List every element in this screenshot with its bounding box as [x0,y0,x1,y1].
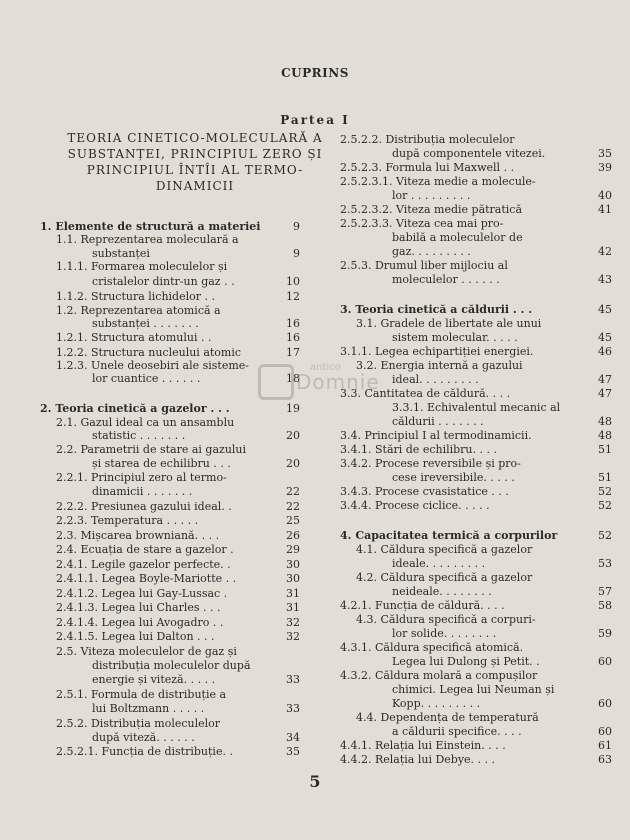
toc-page-number: 26 [286,529,300,542]
toc-entry [340,161,612,174]
toc-page-number: 17 [286,346,300,359]
toc-page-number: 43 [598,273,612,286]
toc-entry-text: distribuția moleculelor după [92,659,251,672]
toc-page-number: 47 [598,373,612,386]
toc-entry [92,247,300,260]
toc-entry [340,485,612,498]
toc-entry-text: gaz. . . . . . . . . [392,245,471,258]
toc-entry-text: 1.2. Reprezentarea atomică a [56,304,221,317]
toc-entry [56,646,237,658]
toc-entry [340,458,521,470]
toc-entry-text: 2.1. Gazul ideal ca un ansamblu [56,416,235,429]
toc-entry-text: 3.3. Cantitatea de căldură. . . . [340,387,511,400]
toc-page-number: 61 [598,739,612,752]
toc-entry-text: 3.4. Principiul I al termodinamicii. [340,429,532,442]
toc-page-number: 60 [598,697,612,710]
watermark-logo-icon [258,364,294,400]
toc-entry-text: după componentele vitezei. [392,147,546,160]
toc-page-number: 32 [286,616,300,629]
toc-page-number: 30 [286,572,300,585]
toc-entry [392,415,612,428]
toc-page-number: 53 [598,557,612,570]
toc-entry [392,373,612,386]
toc-entry-text: 2.5.2.3.1. Viteza medie a molecule- [340,175,536,188]
toc-page-number: 41 [598,203,612,216]
toc-entry-text: 1. Elemente de structură a materiei [40,220,261,233]
toc-entry [340,499,612,512]
toc-entry-text: căldurii . . . . . . . [392,415,484,428]
toc-entry-text: 4.2.1. Funcția de căldură. . . . [340,599,505,612]
toc-page-number: 52 [598,499,612,512]
toc-chapter-heading [40,220,300,233]
toc-entry-text: lor solide. . . . . . . . [392,627,497,640]
toc-entry-text: cese ireversibile. . . . . [392,471,515,484]
toc-entry-text: 4.2. Căldura specifică a gazelor [356,571,533,584]
toc-entry-text: 4.3.1. Căldura specifică atomică. [340,641,524,654]
toc-entry [340,739,612,752]
toc-page-number: 52 [598,485,612,498]
toc-entry [56,601,300,614]
toc-entry [56,360,249,372]
toc-page-number: 60 [598,725,612,738]
toc-page-number: 58 [598,599,612,612]
toc-entry-text: Kopp. . . . . . . . . [392,697,481,710]
toc-entry [56,689,226,701]
toc-entry [340,670,537,682]
toc-entry [340,753,612,766]
toc-entry [356,544,532,556]
toc-entry-text: 2.4.1.2. Legea lui Gay-Lussac . [56,587,228,600]
toc-entry [56,587,300,600]
toc-entry-text: 4.3. Căldura specifică a corpuri- [356,613,536,626]
toc-entry-text: ideal. . . . . . . . . [392,373,479,386]
toc-entry-text: 2.4.1.4. Legea lui Avogadro . . [56,616,224,629]
toc-entry-text: 3. Teoria cinetică a căldurii . . . [340,303,533,316]
page-title: CUPRINS [281,66,349,80]
toc-entry [56,346,300,359]
toc-entry-text: chimici. Legea lui Neuman și [392,683,555,696]
toc-page-number: 20 [286,457,300,470]
toc-entry [392,147,612,160]
toc-page-number: 40 [598,189,612,202]
toc-entry [340,642,523,654]
toc-page-number: 9 [293,220,300,233]
toc-entry [356,712,539,724]
toc-entry [340,599,612,612]
toc-entry-text: 3.4.2. Procese reversibile și pro- [340,457,521,470]
section-title-line: SUBSTANȚEI, PRINCIPIUL ZERO ȘI [67,147,323,161]
toc-entry-text: dinamicii . . . . . . . [92,485,193,498]
toc-entry-text: lor . . . . . . . . . [392,189,471,202]
toc-entry [392,557,612,570]
watermark [258,362,388,402]
toc-entry [56,630,300,643]
toc-entry-text: 4.4.2. Relația lui Debye. . . . [340,753,496,766]
toc-entry [56,572,300,585]
toc-entry-text: 2.5.1. Formula de distribuție a [56,688,227,701]
toc-page-number: 45 [598,303,612,316]
toc-entry [92,673,300,686]
toc-entry-text: 2.3. Mișcarea browniană. . . . [56,529,220,542]
toc-entry-text: 2.5.2.1. Funcția de distribuție. . [56,745,233,758]
toc-page-number: 19 [286,402,300,415]
toc-chapter-heading [40,402,300,415]
toc-entry-text: 2. Teoria cinetică a gazelor . . . [40,402,230,415]
toc-page-number: 52 [598,529,612,542]
toc-entry [56,514,300,527]
toc-page-number: 47 [598,387,612,400]
toc-entry-text: 1.2.3. Unele deosebiri ale sisteme- [56,359,250,372]
part-title: Partea I [280,113,350,127]
toc-entry-text: 3.4.3. Procese cvasistatice . . . [340,485,509,498]
toc-entry [340,345,612,358]
toc-entry-text: lui Boltzmann . . . . . [92,702,205,715]
toc-entry-text: 2.5.2. Distribuția moleculelor [56,717,221,730]
toc-page-number: 60 [598,655,612,668]
toc-entry [92,429,300,442]
toc-entry-text: 1.1.1. Formarea moleculelor și [56,260,228,273]
toc-entry-text: după viteză. . . . . . [92,731,195,744]
toc-entry-text: și starea de echilibru . . . [92,457,231,470]
toc-entry-text: 4.3.2. Căldura molară a compușilor [340,669,538,682]
toc-entry-text: 3.4.1. Stări de echilibru. . . . [340,443,497,456]
toc-page-number: 33 [286,702,300,715]
page-number: 5 [309,772,321,791]
toc-page-number: 32 [286,630,300,643]
toc-entry [92,275,300,288]
toc-entry [92,660,251,672]
toc-entry [356,572,532,584]
toc-page-number: 35 [598,147,612,160]
toc-entry-text: statistic . . . . . . . [92,429,186,442]
toc-entry [392,189,612,202]
toc-entry-text: 3.1. Gradele de libertate ale unui [356,317,542,330]
toc-entry-text: 2.2.3. Temperatura . . . . . [56,514,199,527]
toc-entry-text: 2.5.2.3.3. Viteza cea mai pro- [340,217,504,230]
toc-page-number: 29 [286,543,300,556]
toc-entry [340,260,508,272]
toc-page-number: 48 [598,429,612,442]
toc-chapter-heading [340,303,612,316]
toc-page-number: 30 [286,558,300,571]
toc-page-number: 33 [286,673,300,686]
toc-entry-text: lor cuantice . . . . . . [92,372,201,385]
toc-page-number: 20 [286,429,300,442]
toc-entry [392,697,612,710]
toc-entry [56,500,300,513]
toc-entry [92,731,300,744]
toc-entry [392,331,612,344]
toc-entry-text: 2.4.1.5. Legea lui Dalton . . . [56,630,215,643]
toc-entry-text: sistem molecular. . . . . [392,331,518,344]
toc-entry [392,273,612,286]
toc-entry-text: 3.2. Energia internă a gazului [356,359,523,372]
toc-entry-text: a căldurii specifice. . . . [392,725,522,738]
toc-page-number: 16 [286,317,300,330]
toc-entry-text: 4.1. Căldura specifică a gazelor [356,543,533,556]
toc-chapter-heading [340,529,612,542]
toc-page-number: 42 [598,245,612,258]
toc-entry-text: 2.4.1.3. Legea lui Charles . . . [56,601,221,614]
toc-entry [340,176,536,188]
toc-entry [56,261,227,273]
toc-entry-text: 2.5.2.3.2. Viteza medie pătratică [340,203,523,216]
toc-entry [92,317,300,330]
toc-entry-text: 1.2.2. Structura nucleului atomic [56,346,242,359]
toc-entry [56,543,300,556]
toc-entry-text: 2.2.2. Presiunea gazului ideal. . [56,500,232,513]
toc-entry-text: 4. Capacitatea termică a corpurilor [340,529,558,542]
toc-page-number: 10 [286,275,300,288]
toc-page-number: 25 [286,514,300,527]
section-title-line: DINAMICII [155,179,235,193]
toc-page-number: 51 [598,443,612,456]
toc-entry-text: cristalelor dintr-un gaz . . [92,275,235,288]
toc-entry-text: 3.4.4. Procese ciclice. . . . . [340,499,490,512]
toc-entry [56,529,300,542]
toc-entry [56,472,227,484]
toc-entry [56,331,300,344]
toc-page-number: 63 [598,753,612,766]
toc-page-number: 12 [286,290,300,303]
toc-entry [340,443,612,456]
toc-entry-text: Legea lui Dulong și Petit. . [392,655,540,668]
toc-entry [92,485,300,498]
toc-entry-text: energie și viteză. . . . . [92,673,216,686]
toc-page-number: 16 [286,331,300,344]
toc-entry [56,305,221,317]
toc-page-number: 45 [598,331,612,344]
toc-entry [56,718,220,730]
section-title [40,130,350,194]
toc-page-number: 59 [598,627,612,640]
toc-entry [392,402,560,414]
toc-entry-text: substanței . . . . . . . [92,317,199,330]
toc-entry [392,471,612,484]
toc-entry [392,627,612,640]
toc-entry-text: 3.3.1. Echivalentul mecanic al [392,401,561,414]
toc-entry-text: 1.1. Reprezentarea moleculară a [56,233,239,246]
toc-entry [92,372,300,385]
toc-page-number: 22 [286,485,300,498]
toc-entry [392,684,554,696]
toc-entry [340,203,612,216]
watermark-text: Domnie [296,370,380,394]
toc-entry-text: neideale. . . . . . . . [392,585,492,598]
toc-entry-text: moleculelor . . . . . . [392,273,500,286]
section-title-line: PRINCIPIUL ÎNTÎI AL TERMO- [86,163,304,177]
toc-entry [56,417,234,429]
toc-entry-text: 2.4.1. Legile gazelor perfecte. . [56,558,231,571]
toc-entry [392,585,612,598]
toc-entry [56,745,300,758]
toc-entry-text: 2.5.2.2. Distribuția moleculelor [340,133,515,146]
toc-entry-text: babilă a moleculelor de [392,231,523,244]
toc-entry-text: substanței [92,247,150,260]
toc-page-number: 31 [286,587,300,600]
toc-page-number: 18 [286,372,300,385]
toc-entry [56,234,239,246]
toc-entry-text: ideale. . . . . . . . . [392,557,486,570]
toc-page-number: 48 [598,415,612,428]
toc-page-number: 39 [598,161,612,174]
toc-entry [56,444,246,456]
toc-page-number: 31 [286,601,300,614]
toc-page-number: 35 [286,745,300,758]
toc-entry [392,245,612,258]
toc-entry [56,558,300,571]
toc-entry-text: 1.2.1. Structura atomului . . [56,331,212,344]
toc-entry [340,429,612,442]
toc-page-number: 46 [598,345,612,358]
toc-entry [92,457,300,470]
toc-entry [356,318,541,330]
section-title-line: TEORIA CINETICO-MOLECULARĂ A [67,131,323,145]
toc-entry-text: 1.1.2. Structura lichidelor . . [56,290,215,303]
toc-entry [340,134,515,146]
toc-entry [392,725,612,738]
toc-page-number: 22 [286,500,300,513]
toc-entry [356,614,536,626]
toc-entry [340,218,503,230]
toc-entry-text: 2.5.2.3. Formula lui Maxwell . . [340,161,515,174]
toc-entry-text: 2.4. Ecuația de stare a gazelor . [56,543,234,556]
toc-entry-text: 4.4.1. Relația lui Einstein. . . . [340,739,506,752]
toc-page-number: 51 [598,471,612,484]
toc-entry [92,702,300,715]
toc-entry-text: 2.2. Parametrii de stare ai gazului [56,443,247,456]
toc-entry-text: 3.1.1. Legea echipartiției energiei. [340,345,534,358]
toc-page-number: 9 [293,247,300,260]
toc-entry [392,655,612,668]
toc-entry [392,232,523,244]
toc-entry-text: 2.4.1.1. Legea Boyle-Mariotte . . [56,572,237,585]
toc-entry-text: 2.2.1. Principiul zero al termo- [56,471,227,484]
toc-entry-text: 4.4. Dependența de temperatură [356,711,539,724]
toc-page-number: 34 [286,731,300,744]
toc-entry [56,290,300,303]
toc-entry [56,616,300,629]
watermark-small-text: antico [310,362,341,373]
toc-page-number: 57 [598,585,612,598]
toc-entry-text: 2.5.3. Drumul liber mijlociu al [340,259,508,272]
toc-entry-text: 2.5. Viteza moleculelor de gaz și [56,645,237,658]
